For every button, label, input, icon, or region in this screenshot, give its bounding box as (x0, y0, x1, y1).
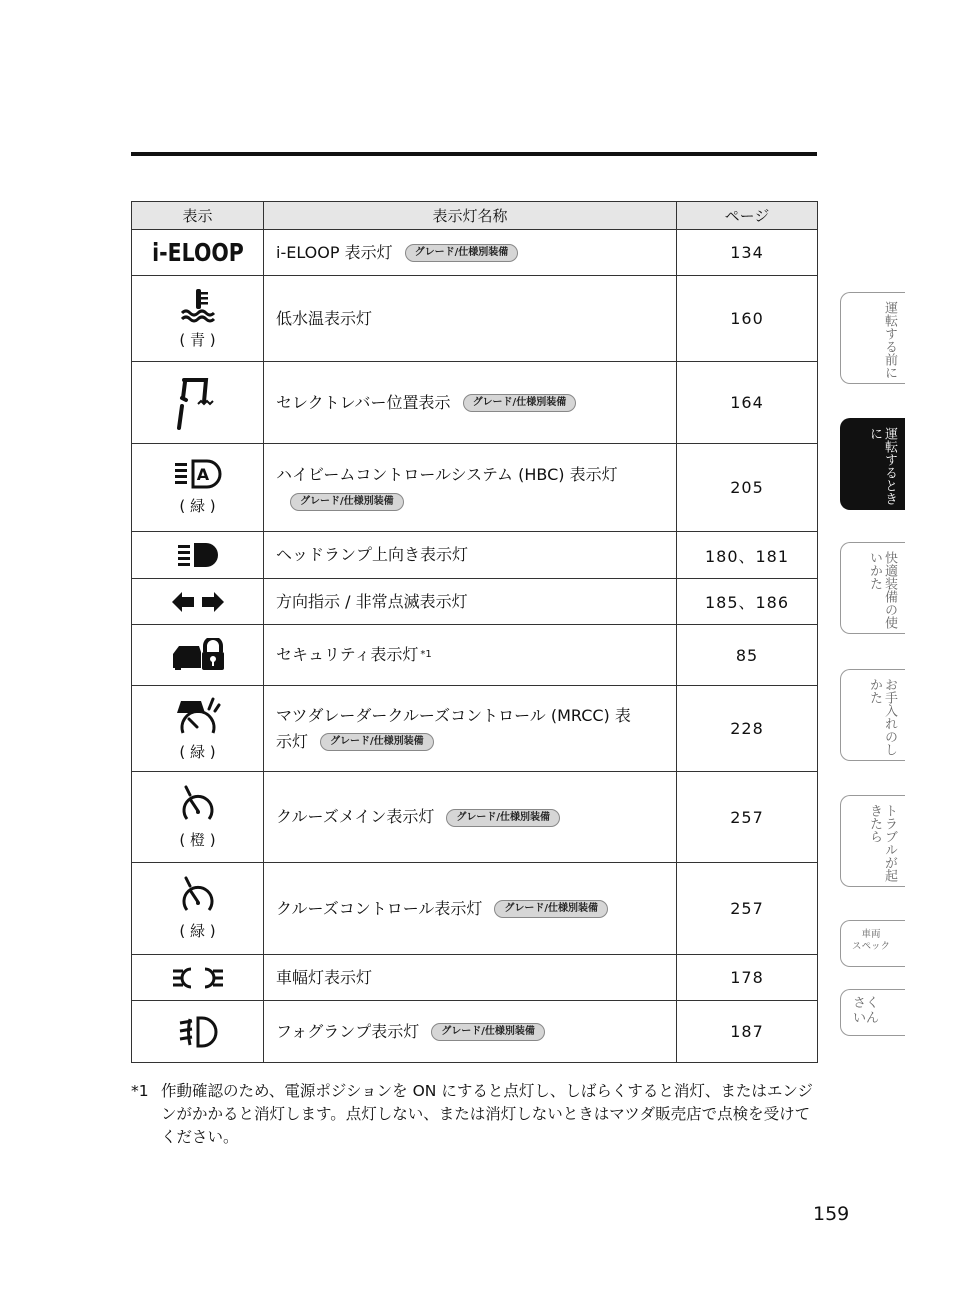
table-header-row (132, 202, 818, 230)
indicator-name: ヘッドランプ上向き表示灯 (276, 545, 469, 564)
security-icon (171, 638, 225, 672)
indicator-name: ハイビームコントロールシステム (HBC) 表示灯 (276, 464, 618, 484)
table-row (132, 863, 818, 955)
tab-label: お手入れのしかた (867, 678, 897, 756)
page-ref: 160 (677, 276, 818, 362)
table-row (132, 276, 818, 362)
color-note: ( 青 ) (179, 331, 216, 349)
page-ref: 205 (677, 444, 818, 532)
page-ref: 228 (677, 686, 818, 772)
indicator-name: セキュリティ表示灯 (276, 645, 419, 664)
header-page: ページ (677, 202, 818, 230)
indicator-name: i-ELOOP 表示灯 (276, 242, 393, 262)
indicator-table (131, 201, 818, 1063)
tab-index[interactable] (840, 989, 905, 1036)
page-ref: 257 (677, 863, 818, 955)
page-ref: 85 (677, 625, 818, 686)
table-row (132, 444, 818, 532)
tab-label-line2: いん (853, 1011, 880, 1026)
tab-label: 運転する前に (882, 301, 897, 379)
page-ref: 134 (677, 230, 818, 276)
indicator-name: 車幅灯表示灯 (276, 967, 373, 987)
tab-label-line1: さく (853, 996, 880, 1011)
grade-badge: グレード/仕様別装備 (290, 493, 404, 511)
footnote (131, 1080, 821, 1149)
grade-badge: グレード/仕様別装備 (320, 733, 434, 751)
tab-label: 運転するときに (867, 427, 897, 505)
indicator-name: クルーズコントロール表示灯 (276, 898, 483, 918)
tab-maintenance[interactable] (840, 669, 905, 761)
tab-label: トラブルが起きたら (867, 804, 897, 882)
table-row (132, 955, 818, 1001)
table-row (132, 579, 818, 625)
tab-specifications[interactable] (840, 920, 905, 967)
grade-badge: グレード/仕様別装備 (463, 394, 577, 412)
footnote-ref: *1 (420, 649, 432, 660)
tab-before-driving[interactable] (840, 292, 905, 384)
low-coolant-temp-icon (178, 287, 218, 323)
indicator-name-line1: マツダレーダークルーズコントロール (MRCC) 表 (276, 705, 631, 725)
select-lever-position-icon (176, 374, 220, 432)
footnote-text: 作動確認のため、電源ポジションを ON にすると点灯し、しばらくすると消灯、またはエンジンがかかると消灯します。点灯しない、または消灯しないときはマツダ販売店で点検を受けてください。 (161, 1082, 813, 1146)
tab-label-line1: 車両 (861, 929, 881, 940)
indicator-name: フォグランプ表示灯 (276, 1021, 420, 1041)
i-eloop-icon: i-ELOOP (151, 238, 244, 267)
indicator-name: クルーズメイン表示灯 (276, 807, 435, 826)
header-name: 表示灯名称 (264, 202, 677, 230)
page-ref: 164 (677, 362, 818, 444)
grade-badge: グレード/仕様別装備 (405, 244, 519, 262)
indicator-name: セレクトレバー位置表示 (276, 392, 451, 412)
footnote-mark: *1 (131, 1082, 149, 1100)
tab-while-driving[interactable] (840, 418, 905, 510)
header-display: 表示 (132, 202, 264, 230)
grade-badge: グレード/仕様別装備 (494, 900, 608, 918)
table-row (132, 532, 818, 579)
color-note: ( 緑 ) (179, 497, 216, 515)
headlight-high-beam-icon (176, 542, 220, 568)
top-rule (131, 152, 817, 156)
page-ref: 178 (677, 955, 818, 1001)
page-number: 159 (813, 1203, 850, 1225)
color-note: ( 緑 ) (179, 922, 216, 940)
table-row (132, 230, 818, 276)
table-row (132, 686, 818, 772)
table-row (132, 625, 818, 686)
indicator-name: 低水温表示灯 (276, 308, 373, 328)
grade-badge: グレード/仕様別装備 (446, 809, 560, 827)
color-note: ( 緑 ) (179, 743, 216, 761)
cruise-main-icon (178, 785, 218, 823)
svg-text:A: A (196, 465, 209, 484)
page-ref: 257 (677, 772, 818, 863)
table-row (132, 362, 818, 444)
fog-lamp-icon (178, 1015, 218, 1049)
page-ref: 185、186 (677, 579, 818, 625)
color-note: ( 橙 ) (179, 830, 216, 849)
turn-signal-hazard-icon (170, 591, 226, 613)
table-row (132, 772, 818, 863)
position-lamp-icon (171, 966, 225, 990)
tab-troubleshooting[interactable] (840, 795, 905, 887)
tab-label-line2: スペック (851, 941, 890, 952)
indicator-name: 方向指示 / 非常点滅表示灯 (276, 591, 468, 611)
table-row (132, 1001, 818, 1063)
indicator-name-line2: 示灯 (276, 731, 309, 751)
high-beam-control-icon (173, 459, 223, 489)
page-ref: 180、181 (677, 532, 818, 579)
cruise-control-icon (178, 876, 218, 914)
tab-label: 快適装備の使いかた (867, 551, 897, 629)
page-ref: 187 (677, 1001, 818, 1063)
grade-badge: グレード/仕様別装備 (431, 1023, 545, 1041)
tab-comfort-features[interactable] (840, 542, 905, 634)
radar-cruise-icon (175, 695, 221, 735)
